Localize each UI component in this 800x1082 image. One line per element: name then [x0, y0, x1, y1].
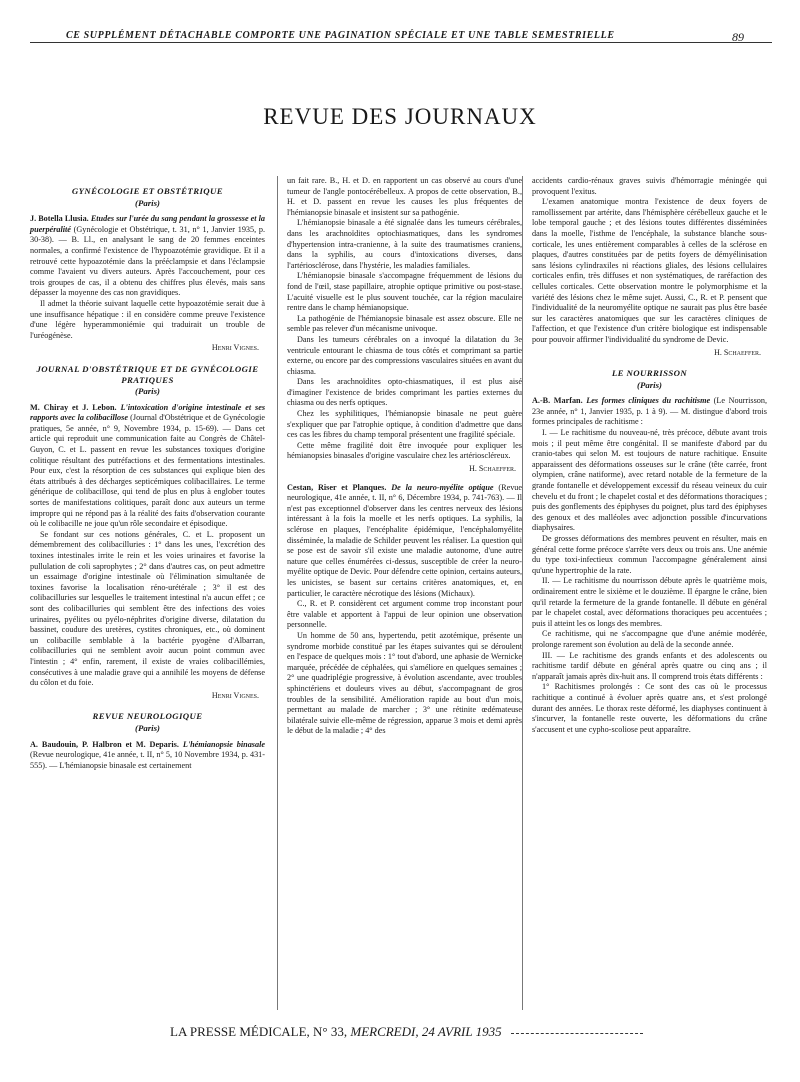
article-text: (Revue neurologique, 41e année, t. II, n° 6, Décembre 1934, p. 741-763). — Il n'est pas exceptionnel d'observer dans les centres nerveux des lésions intéressant à la fois la moelle et les nerfs optiques. La syphilis, la sclérose en plaques, l'encéphalite épidémique, l'encéphalomyélite disséminée, la maladie de Schilder peuvent les réaliser. La question qui se pose est de savoir s'il existe une maladie autonome, d'une autre nature que celles énumérées ci-dessus, susceptible de créer la neuro-myélite optique de Devic. Pour défendre cette opinion, certains auteurs, les unicistes, se basent sur certains critères anatomiques, et, en particulier, le caractère nécrotique des lésions (Michaux).	[287, 482, 523, 598]
page-title: REVUE DES JOURNAUX	[263, 104, 537, 129]
footer-rule	[511, 1033, 643, 1034]
article-entry	[30, 214, 265, 354]
article-paragraph: Dans les tumeurs cérébrales on a invoqué la dilatation du 3e ventricule entourant le chiasma de tous côtés et comprimant sa partie externe, ou encore par des compressions vasculaires situées en avant du chiasma.	[287, 334, 522, 376]
footer-journal: LA PRESSE MÉDICALE, N° 33,	[170, 1024, 348, 1039]
section-subtitle: (Paris)	[135, 197, 160, 208]
section-title: LE NOURRISSON	[611, 368, 688, 379]
section-title: JOURNAL D'OBSTÉTRIQUE ET DE GYNÉCOLOGIE PRATIQUES	[36, 363, 259, 385]
article-signature: H. Schaeffer.	[469, 464, 516, 474]
article-text: (Journal d'Obstétrique et de Gynécologie pratiques, 5e année, n° 9, Novembre 1934, p. 15-69). — Dans cet article qui reproduit une communication faite au Congrès de Châtel-Guyon, C. et L. passent en revue les substances toxiques d'origine colitique résultant des putréfactions et des fermentations intestinales. Pour eux, c'est la résorption de ces substances qui explique bien des états attribués à des décharges septicémiques colibacillaires. Le terme générique de colibacillose, qui tend de plus en plus à englober toutes sortes de manifestations colitiques, paraît donc aux auteurs un terme impropre qui ne répond pas à la réalité des faits d'observation courante où le colibacille ne joue qu'un rôle secondaire et épisodique.	[30, 413, 265, 529]
article-paragraph: I. — Le rachitisme du nouveau-né, très précoce, débute avant trois mois ; il peut même être congénital. Il se manifeste d'abord par du cranio-tabes qui selon M. est toujours de nature rachitique. Ensuite apparaissent des déformations osseuses sur le crâne (tête carrée, front olympien, crâne natiforme), avec retard notable de la fermeture de la grande fontanelle et développement excessif du réseau veineux du cuir chevelu et du front ; le chapelet costal et des déformations thoraciques ; puis des gonflements des épiphyses du poignet, plus tard des épiphyses des genoux et des malléoles avec adjonction possible d'incurvations diaphysaires.	[532, 428, 767, 533]
page-number: 89	[732, 30, 744, 44]
section-subtitle: (Paris)	[135, 386, 160, 397]
article-authors: Cestan, Riser et Planques.	[287, 482, 387, 492]
footer-date: MERCREDI, 24 AVRIL 1935	[350, 1024, 502, 1039]
article-paragraph: Un homme de 50 ans, hypertendu, petit azotémique, présente un syndrome morbide constitué par les étapes suivantes qui se déroulent en l'espace de quelques mois : 1° tout d'abord, une aphasie de Wernicke marquée, précédée de céphalées, qui s'améliore en quelques semaines ; 2° une quadriplégie progressive, à évolution ascendante, avec troubles sphinctériens et douleurs vives au début, s'accompagnant de gros troubles de la sensibilité. Amélioration rapide au bout d'un mois, permettant au malade de marcher ; 3° une rétinite œdémateuse bilatérale suivie elle-même de régression, apparue 3 mois et demi après le début de la maladie ; 4° des	[287, 630, 522, 736]
article-title: Les formes cliniques du rachitisme	[586, 396, 711, 406]
article-authors: J. Botella Llusia.	[30, 214, 89, 224]
section-title: GYNÉCOLOGIE ET OBSTÉTRIQUE	[71, 186, 224, 196]
article-text: (Le Nourrisson, 23e année, n° 1, Janvier 1935, p. 1 à 9). — M. distingue d'abord trois formes principales de rachitisme :	[532, 396, 767, 427]
column-divider	[522, 176, 523, 1010]
article-text: (Gynécologie et Obstétrique, t. 31, n° 1, Janvier 1935, p. 30-38). — B. Ll., en analysant le sang de 20 femmes enceintes normales, a confirmé l'existence de l'hypoazotémie gravidique. Et il a retrouvé cette hypoazotémie dans la prééclampsie et dans l'éclampsie comme l'avaient vu divers auteurs. Après l'accouchement, pour ces trois groupes de cas, il a obtenu des chiffres plus élevés, mais sans dépasser la moyenne des cas non gravidiques.	[30, 224, 266, 298]
article-signature: Henri Vignes.	[211, 343, 259, 353]
column-divider	[277, 176, 278, 1010]
article-entry	[532, 396, 767, 735]
section-subtitle: (Paris)	[637, 379, 662, 390]
article-authors: M. Chiray et J. Lebon.	[30, 402, 117, 412]
page-footer	[170, 1024, 770, 1040]
article-paragraph: Se fondant sur ces notions générales, C. et L. proposent un démembrement des colibacilluries : 1° dans les unes, l'excrétion des toxines intestinales irrite le rein et les voies urinaires et favorise la pullulation de coli saprophytes ; 2° dans d'autres cas, on peut admettre un essaimage d'origine intestinale où l'élimination simultanée de toxines favorise la localisation réno-urétérale ; 3° il est des colibacilluries sur lesquelles le traitement intestinal n'a aucun effet ; ce sont des colibacilluries qui semblent être des infections des voies urinaires, pyélites ou pyélo-néphrites d'origine diverse, dilatation du bassinet, coudure des uretères, cystites chroniques, etc., où dominent un colibacille semblable à la bactérie pyogène d'Albarran, colibacilluries qui ne semblent avoir aucun point commun avec l'intestin ; 4° enfin, rarement, il existe de vraies colibacillémies, consécutives à une maladie grave qui a annihilé les moyens de défense du côlon et du foie.	[30, 529, 265, 688]
article-entry	[30, 403, 265, 702]
article-paragraph: accidents cardio-rénaux graves suivis d'hémorragie méningée qui provoquent l'exitus.	[532, 176, 767, 196]
article-paragraph	[532, 396, 767, 428]
article-paragraph: L'hémianopsie binasale s'accompagne fréquemment de lésions du fond de l'œil, stase papillaire, atrophie optique primitive ou post-stase. L'acuité visuelle est le plus souvent touchée, car la région maculaire rentre dans le champ hémianopsique.	[287, 271, 522, 313]
article-text: (Revue neurologique, 41e année, t. II, n° 5, 10 Novembre 1934, p. 431-555). — L'hémianopsie binasale est certainement	[30, 750, 265, 770]
article-title: L'hémianopsie binasale	[182, 739, 265, 749]
article-paragraph: 1° Rachitismes prolongés : Ce sont des cas où le processus rachitique a continué à évoluer après quatre ans, et s'est prolongé durant des années. Le thorax reste déformé, les diaphyses continuent à s'incurver, la fontanelle reste ouverte, les déformations du crâne s'accusent et une cypho-scoliose peut apparaître.	[532, 682, 767, 734]
article-signature: H. Schaeffer.	[714, 347, 761, 357]
article-authors: A.-B. Marfan.	[532, 396, 583, 406]
article-paragraph: Cette même fragilité doit être invoquée pour expliquer les hémianopsies binasales d'origine vasculaire chez les artérioscléreux.	[287, 440, 522, 461]
article-signature: Henri Vignes.	[211, 690, 259, 700]
article-paragraph: L'examen anatomique montra l'existence de deux foyers de ramollissement par artérite, dans l'hémisphère cérébelleux gauche et le lobe temporal gauche ; et des lésions toutes différentes disséminées dans la moelle, l'isthme de l'encéphale, la substance blanche sous-corticale, les unes entièrement comparables à celles de la sclérose en plaques, d'autres constituées par de petits foyers de démyélinisation sans lésions cylindraxiles ni réactions gliales, des lésions cellulaires corticales enfin, très diffuses et non systématiques, de raréfaction des cellules corticales. Cette observation montre le polymorphisme et la variété des lésions chez le même sujet. Aussi, C., R. et P. pensent que l'individualité de la neuromyélite optique ne saurait pas plus être basée sur les caractères anatomiques que sur les caractères cliniques de l'affection, et que l'existence d'un critère biologique est indispensable pour pouvoir affirmer l'individualité du syndrome de Devic.	[532, 197, 767, 344]
article-authors: A. Baudouin, P. Halbron et M. Deparis.	[30, 739, 179, 749]
article-paragraph: III. — Le rachitisme des grands enfants et des adolescents ou rachitisme tardif débute en général après quatre ou cinq ans ; il n'apparaît jamais après dix-huit ans. Il comprend trois états différents :	[532, 650, 767, 681]
article-entry	[287, 483, 522, 737]
column-1	[30, 176, 265, 777]
page-header	[30, 0, 772, 43]
article-title: De la neuro-myélite optique	[391, 482, 494, 492]
article-paragraph: L'hémianopsie binasale a été signalée dans les tumeurs cérébrales, dans les arachnoïdites optochiasmatiques, dans les syndromes d'hypertension intra-cranienne, à la suite des traumatismes craniens, dans la syphilis, au cours d'intoxications diverses, dans l'artériosclérose, dans l'hystérie, les maladies familiales.	[287, 218, 522, 270]
article-paragraph: Ce rachitisme, qui ne s'accompagne que d'une anémie modérée, prolonge rarement son évolution au delà de la seconde année.	[532, 629, 767, 649]
article-paragraph: Dans les arachnoïdites opto-chiasmatiques, il est plus aisé d'imaginer l'existence de brides comprimant les parties externes du chiasma ou des nerfs optiques.	[287, 377, 522, 408]
section-title: REVUE NEUROLOGIQUE	[92, 711, 203, 722]
article-paragraph: La pathogénie de l'hémianopsie binasale est assez obscure. Elle ne semble pas relever d'un mécanisme univoque.	[287, 313, 522, 334]
article-paragraph: un fait rare. B., H. et D. en rapportent un cas observé au cours d'une tumeur de l'angle pontocérébelleux. A propos de cette observation, B., H. et D. passent en revue les causes les plus fréquentes de l'hémianopsie binasale et insistent sur sa pathogénie.	[287, 176, 522, 217]
article-paragraph	[30, 403, 265, 530]
article-paragraph	[30, 740, 265, 772]
article-paragraph	[30, 214, 265, 299]
article-title: Etudes sur l'urée du sang pendant la grossesse et la puerpéralité	[30, 214, 266, 234]
article-paragraph: De grosses déformations des membres peuvent en résulter, mais en général cette forme précoce s'arrête vers deux ou trois ans. Une anémie du type toxi-infectieux commun l'accompagne généralement ainsi qu'une hypertrophie de la rate.	[532, 534, 767, 575]
article-entry	[30, 740, 265, 772]
article-paragraph	[287, 483, 522, 600]
article-title: L'intoxication d'origine intestinale et ses rapports avec la colibacillose	[30, 402, 266, 423]
header-note: CE SUPPLÉMENT DÉTACHABLE COMPORTE UNE PAGINATION SPÉCIALE ET UNE TABLE SEMESTRIELLE	[66, 30, 615, 41]
column-3	[532, 176, 767, 741]
article-paragraph: II. — Le rachitisme du nourrisson débute après le quatrième mois, ordinairement entre le sixième et le douzième. Il épargne le crâne, bien qu'il retarde la fermeture de la grande fontanelle. Il débute en général par le chapelet costal, avec déformations thoraciques peu accentuées ; puis il atteint les os longs des membres.	[532, 576, 767, 628]
column-2	[287, 176, 522, 743]
article-paragraph: C., R. et P. considèrent cet argument comme trop inconstant pour être valable et apportent à l'appui de leur opinion une observation personnelle.	[287, 599, 522, 630]
article-paragraph: Chez les syphilitiques, l'hémianopsie binasale ne peut guère s'expliquer que par l'atrophie optique, à condition d'admettre que dans ces cas les fibres du champ temporal présentent une fragilité spéciale.	[287, 409, 522, 440]
article-paragraph: Il admet la théorie suivant laquelle cette hypoazotémie serait due à une insuffisance hépatique : il en considère comme preuve l'existence d'une légère hyperammoniémie qui traduirait un trouble de l'uréogénèse.	[30, 298, 265, 340]
section-subtitle: (Paris)	[135, 722, 160, 733]
